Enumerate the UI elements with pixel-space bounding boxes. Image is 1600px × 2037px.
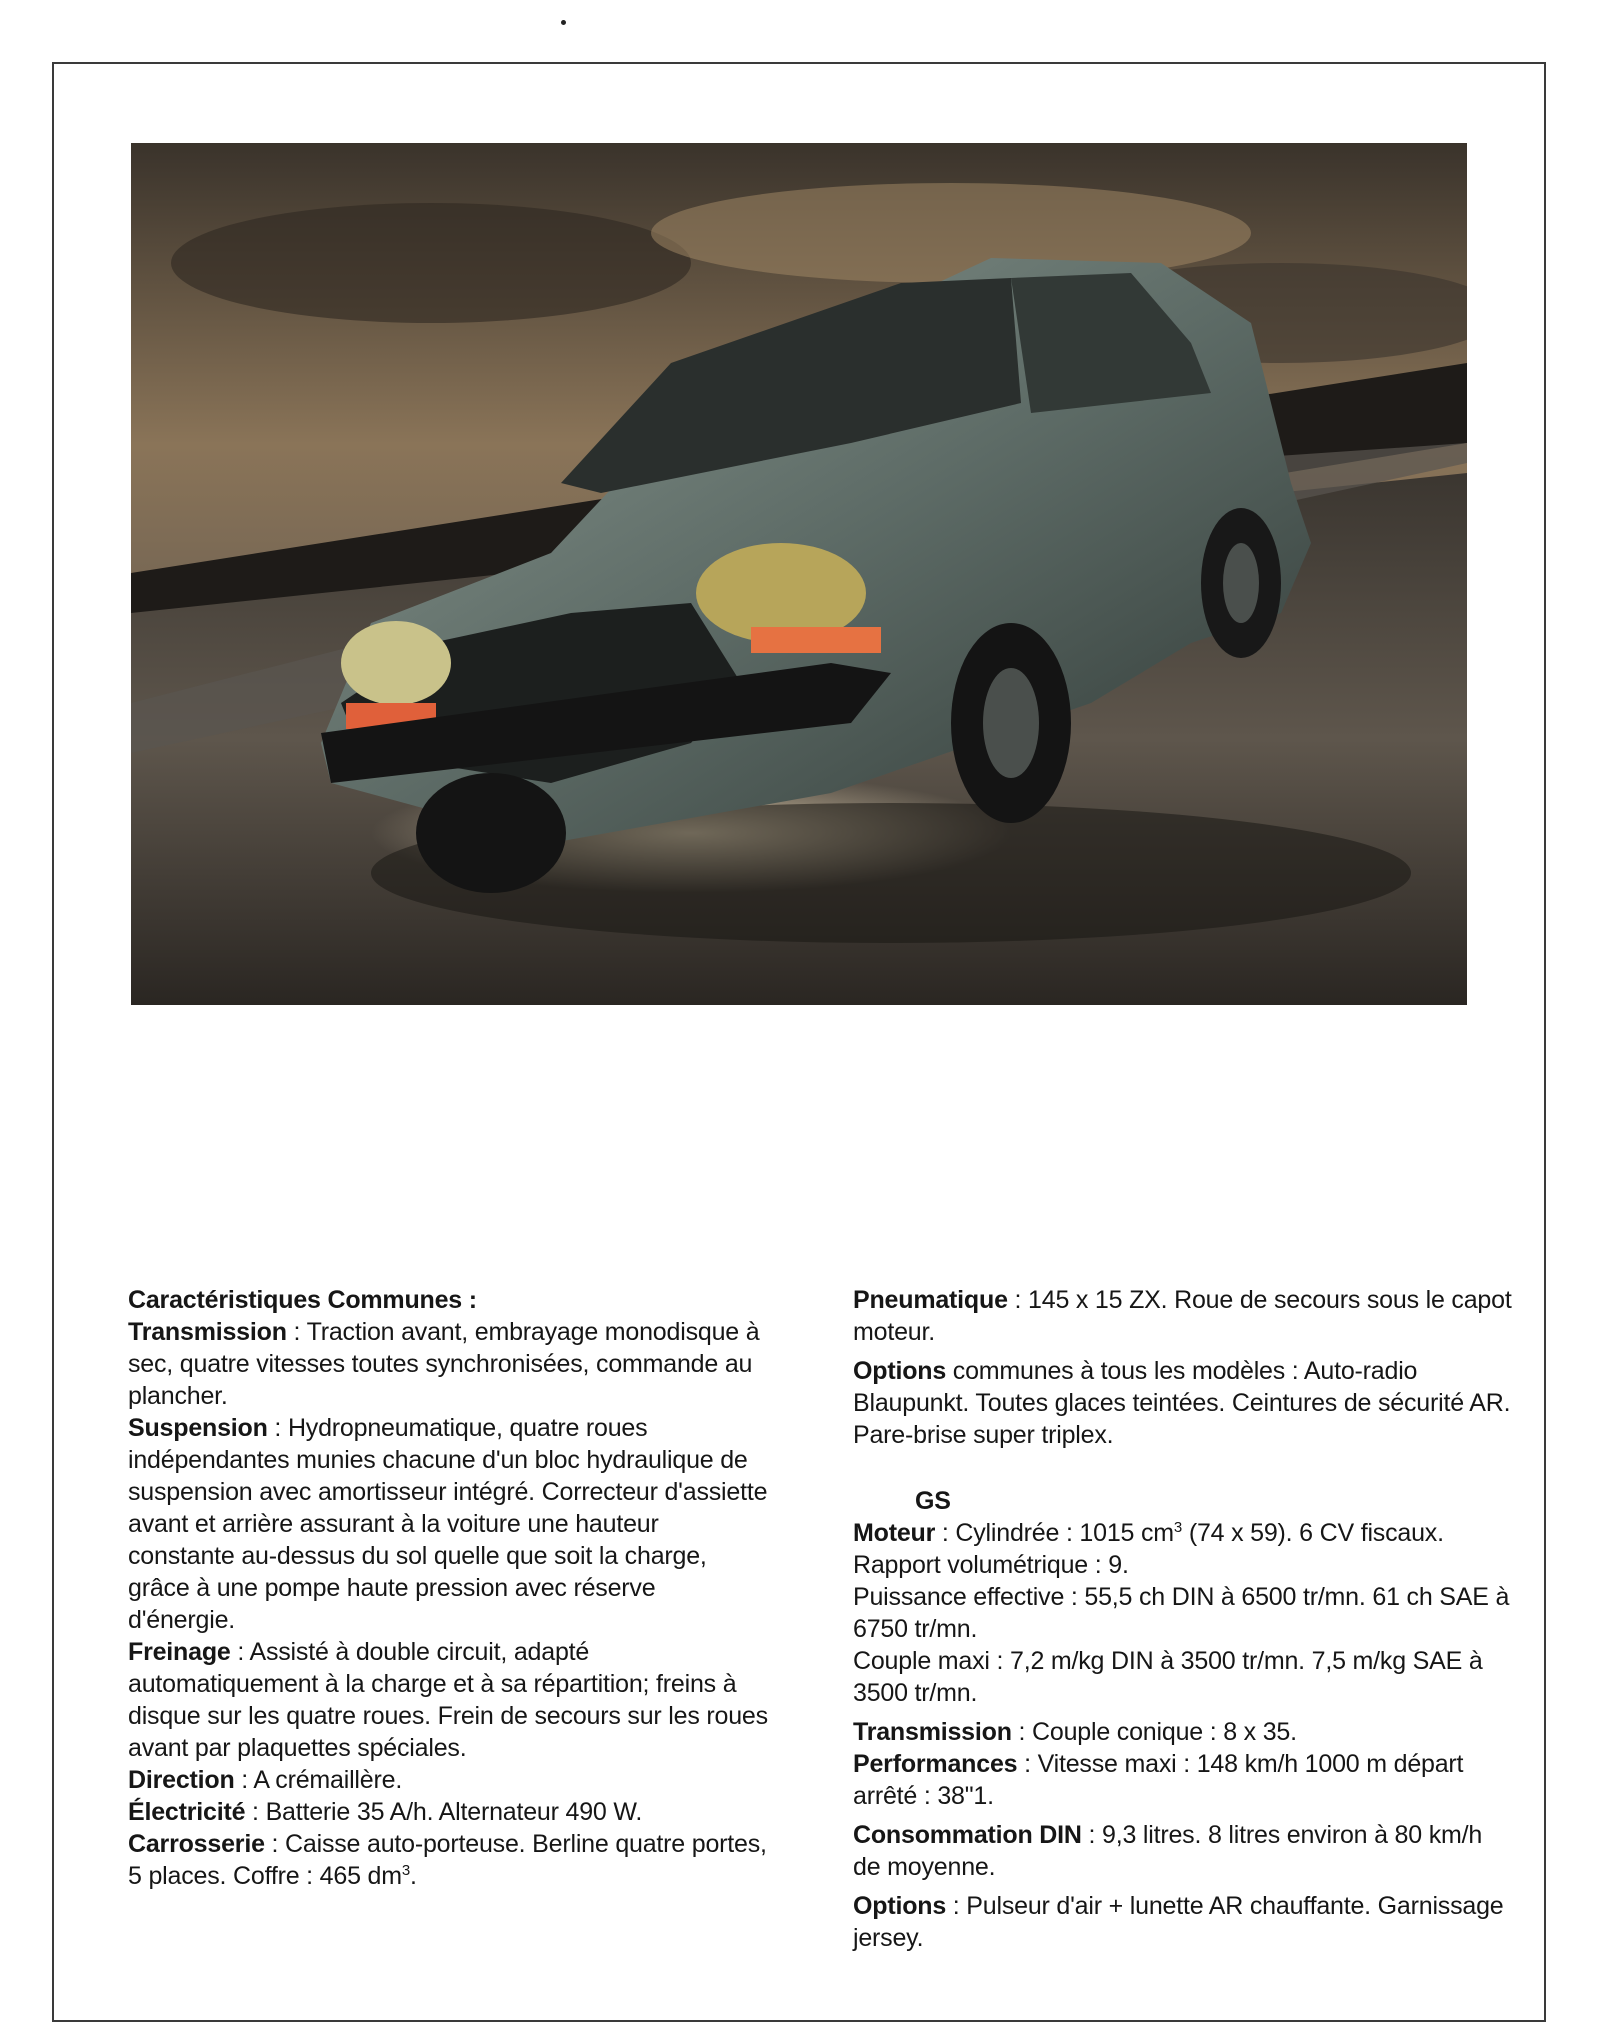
spec-text: 9,3 litres. 8 litres environ à 80 km/h de moyenne. [853,1821,1483,1881]
gs-specs-column [853,1284,1513,1954]
spec-label: Moteur [853,1519,936,1547]
spec-text: Hydropneumatique, quatre roues indépendantes munies chacune d'un bloc hydraulique de suspension avec amortisseur intégré. Correcteur d'assiette avant et arrière assurant à la voiture une hauteur constante au-dessus du sol quelle que soit la charge, grâce à une pompe haute pression avec réserve d'énergie. [128,1414,768,1634]
spec-label: Transmission [128,1318,287,1346]
citroen-gs-car-icon [131,143,1467,1005]
spec-text: Cylindrée : 1015 cm [955,1519,1174,1547]
spec-carrosserie: Carrosserie : Caisse auto-porteuse. Berline quatre portes, 5 places. Coffre : 465 $dm^3$. [128,1830,767,1890]
spec-freinage: Freinage : Assisté à double circuit, adapté automatiquement à la charge et à sa répartition; freins à disque sur les quatre roues. Frein de secours sur les roues avant par plaquettes spéciales. [128,1638,768,1762]
spec-text: 145 x 15 ZX. Roue de secours sous le capot moteur. [853,1286,1512,1346]
spec-text: Couple conique : 8 x 35. [1032,1718,1297,1746]
spec-label: Options [853,1357,947,1385]
print-speck [561,20,566,25]
spec-label: Électricité [128,1798,246,1826]
spec-options-gs: Options : Pulseur d'air + lunette AR chauffante. Garnissage jersey. [853,1892,1504,1952]
spec-performances: Performances : Vitesse maxi : 148 km/h 1000 m départ arrêté : 38"1. [853,1750,1464,1810]
spec-moteur: Moteur : Cylindrée : 1015 $cm^3$ (74 x 59). 6 CV fiscaux. Rapport volumétrique : 9. [853,1519,1444,1579]
spec-consommation: Consommation DIN : 9,3 litres. 8 litres environ à 80 km/h de moyenne. [853,1821,1483,1881]
spec-transmission-gs: Transmission : Couple conique : 8 x 35. [853,1718,1297,1746]
spec-electricite: Électricité : Batterie 35 A/h. Alternateur 490 W. [128,1798,643,1826]
spec-text: Batterie 35 A/h. Alternateur 490 W. [265,1798,643,1826]
spec-text-end: . [410,1862,417,1890]
spec-text: A crémaillère. [253,1766,403,1794]
spec-direction: Direction : A crémaillère. [128,1766,403,1794]
gs-model-title: GS [915,1487,951,1515]
spec-text: Vitesse maxi : 148 km/h 1000 m départ arrêté : 38"1. [853,1750,1464,1810]
spec-label: Options [853,1892,947,1920]
spec-puissance: Puissance effective : 55,5 ch DIN à 6500 tr/mn. 61 ch SAE à 6750 tr/mn. [853,1583,1510,1643]
spec-label: Freinage [128,1638,231,1666]
spec-text: Pulseur d'air + lunette AR chauffante. Garnissage jersey. [853,1892,1504,1952]
superscript: 3 [1173,1519,1183,1536]
spec-label: Transmission [853,1718,1012,1746]
spec-text: Assisté à double circuit, adapté automatiquement à la charge et à sa répartition; freins à disque sur les quatre roues. Frein de secours sur les roues avant par plaquettes spéciales. [128,1638,768,1762]
spec-pneumatique: Pneumatique : 145 x 15 ZX. Roue de secours sous le capot moteur. [853,1286,1512,1346]
spec-label: Performances [853,1750,1018,1778]
spec-text: (74 x 59). 6 CV fiscaux. Rapport volumétrique : 9. [853,1519,1444,1579]
spec-suspension: Suspension : Hydropneumatique, quatre roues indépendantes munies chacune d'un bloc hydraulique de suspension avec amortisseur intégré. Correcteur d'assiette avant et arrière assurant à la voiture une hauteur constante au-dessus du sol quelle que soit la charge, grâce à une pompe haute pression avec réserve d'énergie. [128,1414,768,1634]
spec-text: communes à tous les modèles : Auto-radio Blaupunkt. Toutes glaces teintées. Ceintures de sécurité AR. Pare-brise super triplex. [853,1357,1511,1449]
spec-label: Consommation DIN [853,1821,1082,1849]
common-features-heading: Caractéristiques Communes : [128,1286,477,1314]
spec-label: Carrosserie [128,1830,265,1858]
spec-label: Pneumatique [853,1286,1008,1314]
car-photo [131,143,1467,1005]
spec-text: Traction avant, embrayage monodisque à sec, quatre vitesses toutes synchronisées, commande au plancher. [128,1318,760,1410]
superscript: 3 [401,1862,411,1879]
spec-label: Suspension [128,1414,268,1442]
spec-label: Direction [128,1766,235,1794]
spec-options-communes [853,1355,1513,1451]
common-features-column [128,1284,768,1892]
spec-text: Caisse auto-porteuse. Berline quatre portes, 5 places. Coffre : 465 dm [128,1830,767,1890]
spec-couple: Couple maxi : 7,2 m/kg DIN à 3500 tr/mn. 7,5 m/kg SAE à 3500 tr/mn. [853,1647,1483,1707]
spec-transmission: Transmission : Traction avant, embrayage monodisque à sec, quatre vitesses toutes synchronisées, commande au plancher. [128,1318,760,1410]
